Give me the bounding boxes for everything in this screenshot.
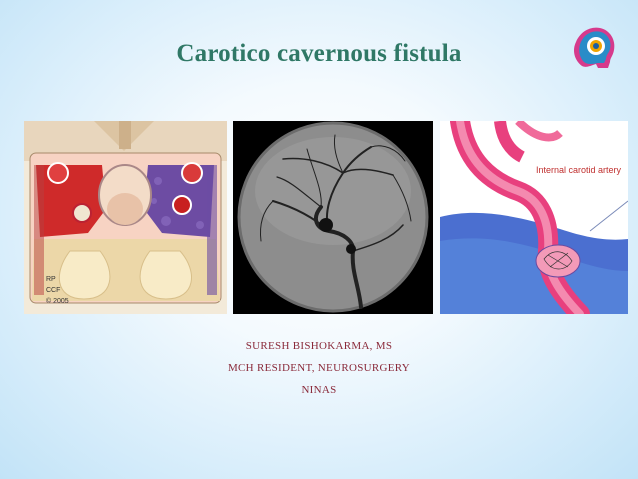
svg-text:CCF: CCF [46, 287, 61, 294]
svg-text:© 2005: © 2005 [46, 298, 69, 305]
head-logo-icon [568, 20, 620, 72]
cavernous-sinus-illustration [24, 121, 227, 314]
author-institution: NINAS [301, 384, 337, 396]
internal-carotid-label: Internal carotid artery [536, 165, 622, 175]
author-name: SURESH BISHOKARMA, MS [245, 340, 393, 352]
author-position: MCH RESIDENT, NEUROSURGERY [227, 362, 411, 374]
slide-title: Carotico cavernous fistula [176, 40, 462, 67]
carotid-artery-illustration [440, 121, 628, 314]
svg-text:RP: RP [46, 276, 56, 283]
angiogram-image [233, 121, 433, 314]
